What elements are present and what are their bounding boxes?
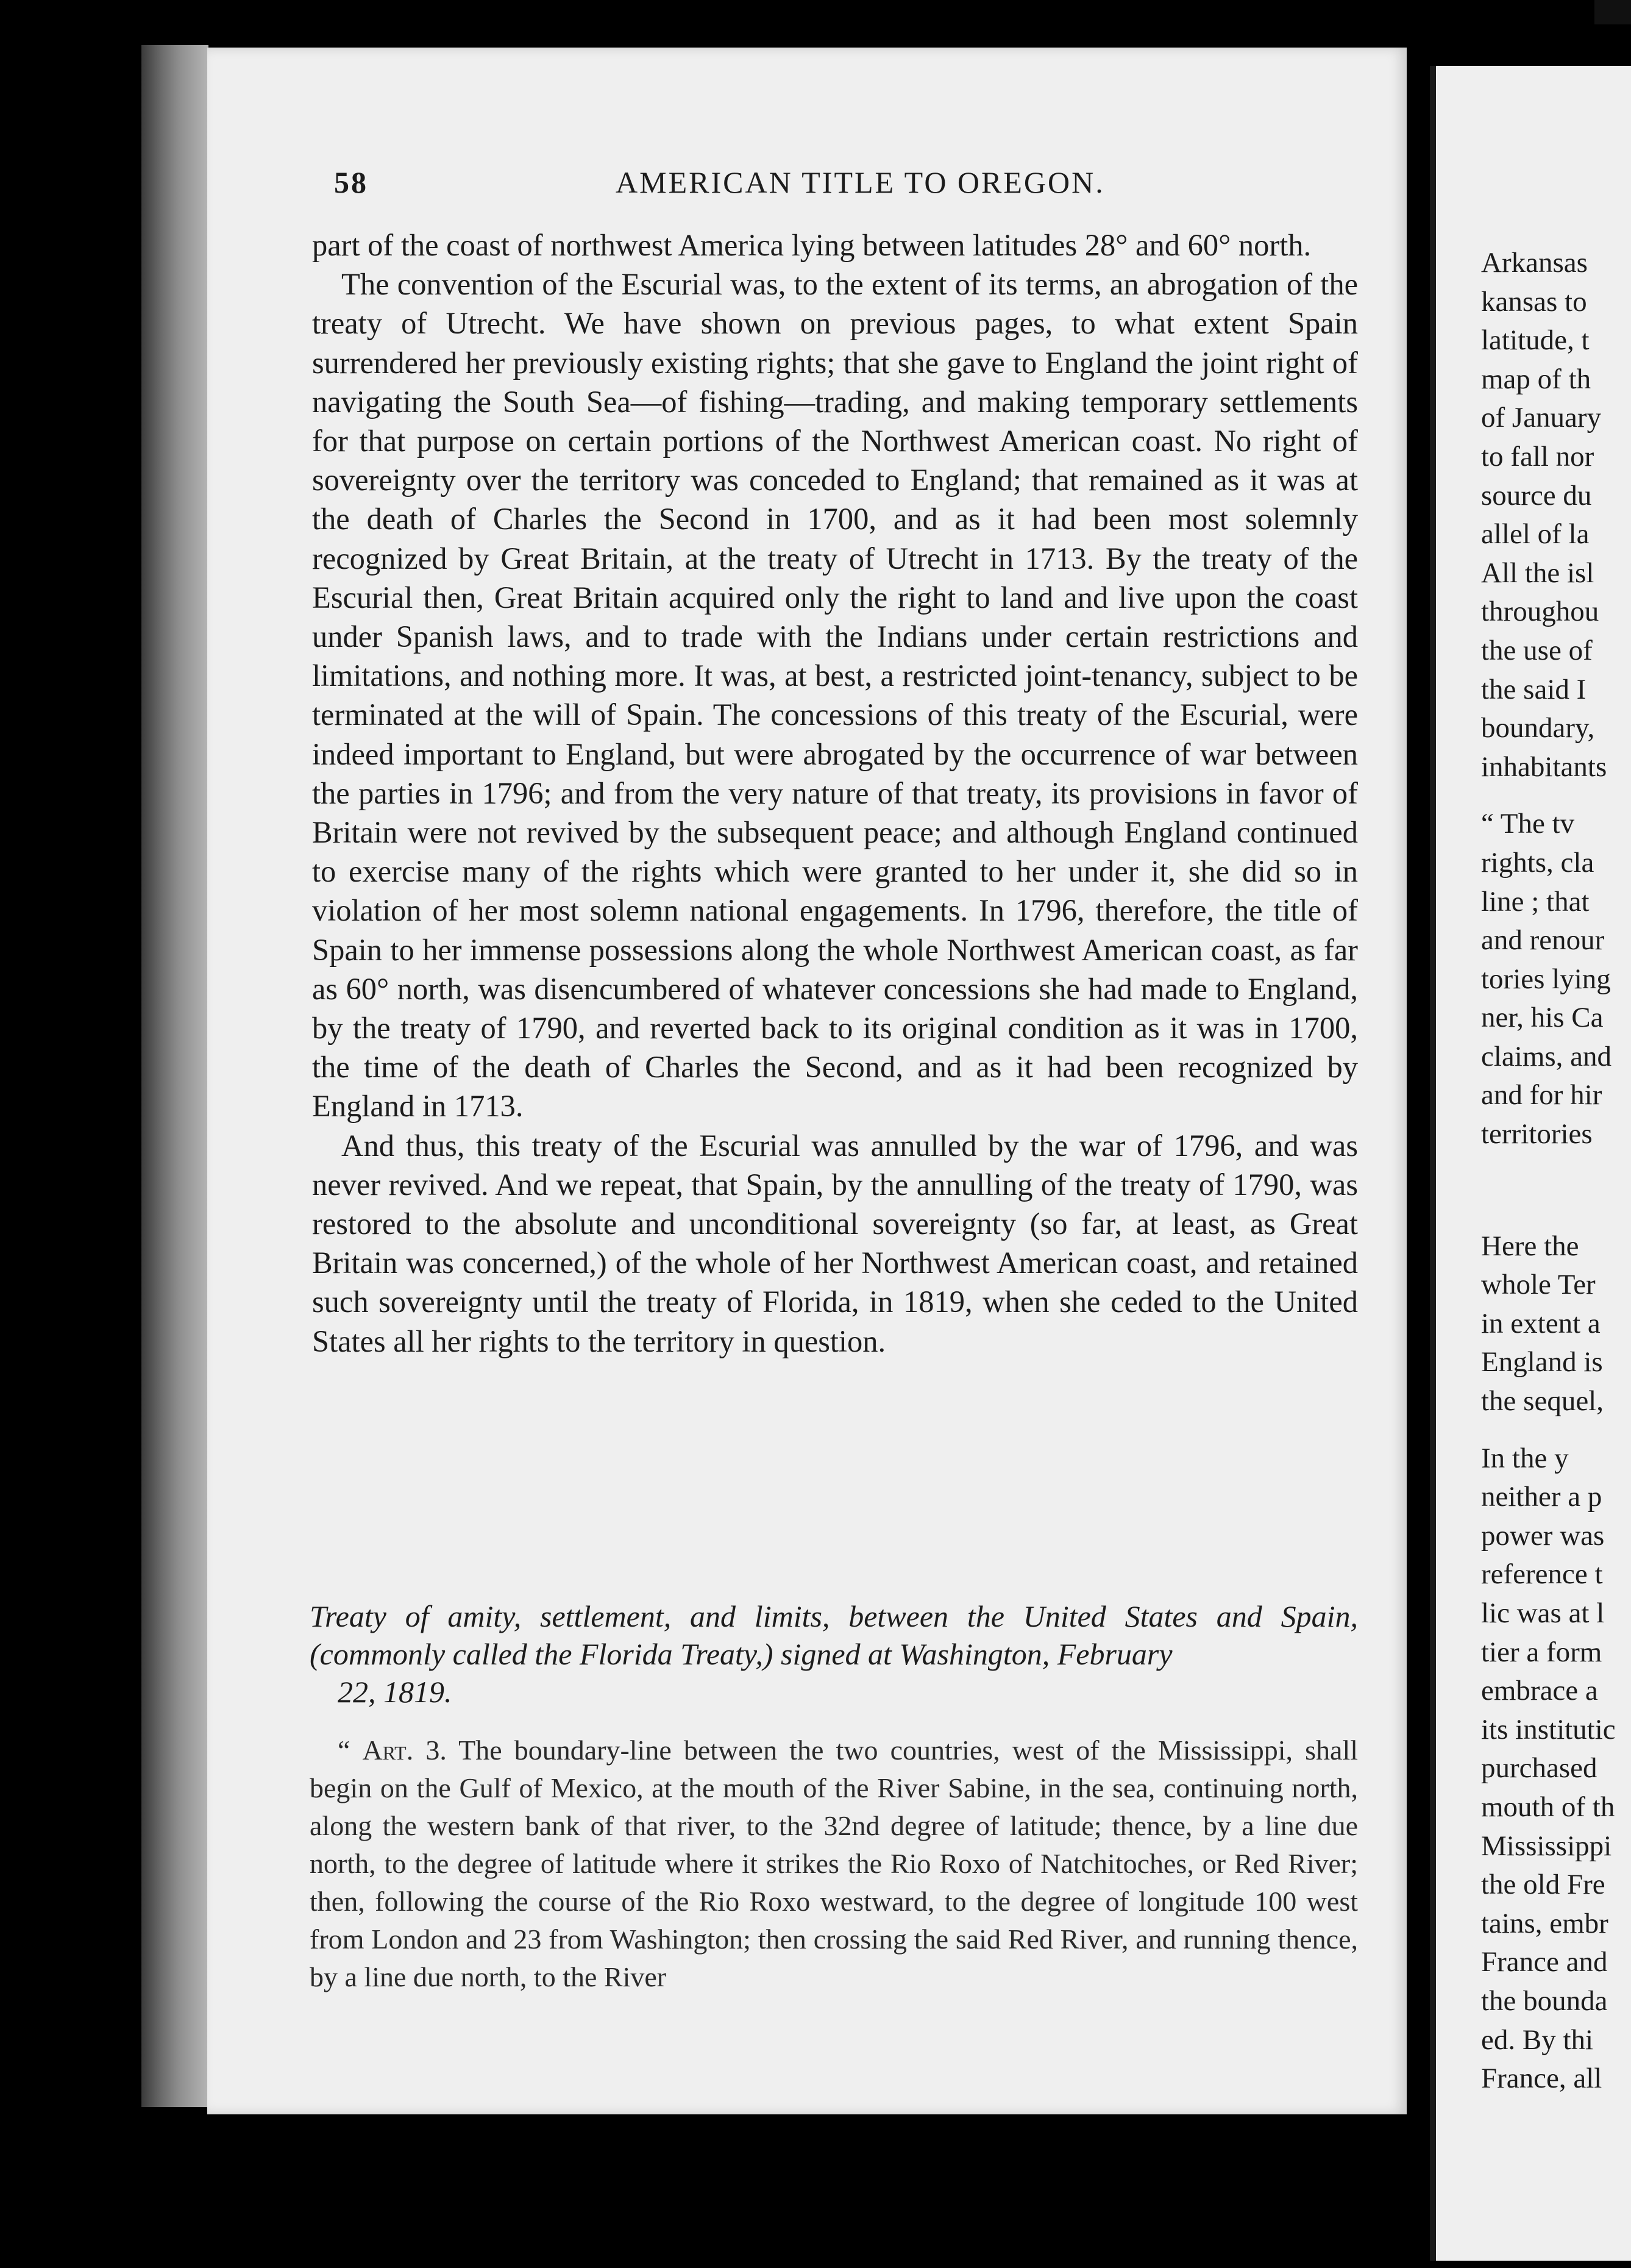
right-page-line: Arkansas	[1481, 247, 1588, 279]
right-page-line: of January	[1481, 402, 1602, 434]
right-page-line: the sequel,	[1481, 1385, 1604, 1417]
right-group-2	[1481, 805, 1631, 1154]
right-page-line: line ; that	[1481, 885, 1590, 918]
body-text	[312, 226, 1358, 1361]
right-page-line: tier a form	[1481, 1636, 1602, 1668]
treaty-heading-main: Treaty of amity, settlement, and limits, between the United States and Spain, (commonly called the Florida Treaty,) signed at Washington, February	[310, 1599, 1358, 1671]
right-page-line: All the isl	[1481, 557, 1594, 589]
right-page-line: whole Ter	[1481, 1269, 1596, 1301]
right-page-line: and renour	[1481, 924, 1605, 957]
right-page-line: France and	[1481, 1946, 1608, 1978]
right-page-line: source du	[1481, 479, 1592, 512]
right-page-line: tories lying	[1481, 963, 1611, 995]
right-page-line: to fall nor	[1481, 440, 1594, 472]
right-page-line: allel of la	[1481, 518, 1590, 551]
paragraph-3: And thus, this treaty of the Escurial was annulled by the war of 1796, and was never revived. And we repeat, that Spain, by the annulling of the treaty of 1790, was restored to the absolute and unconditional sovereignty (so far, at least, as Great Britain was concerned,) of the whole of her Northwest American coast, and retained such sovereignty until the treaty of Florida, in 1819, when she ceded to the United States all her rights to the territory in question.	[312, 1128, 1358, 1358]
right-page-text	[1481, 244, 1631, 2099]
treaty-heading	[310, 1597, 1358, 1711]
right-page-line: reference t	[1481, 1558, 1603, 1591]
article-open-quote: “	[338, 1735, 350, 1766]
right-page-line: territories	[1481, 1118, 1593, 1150]
running-header	[334, 165, 1114, 207]
paragraph-1: part of the coast of northwest America lying between latitudes 28° and 60° north.	[312, 228, 1312, 262]
right-page-line: the use of	[1481, 634, 1593, 666]
right-page-line: throughou	[1481, 596, 1599, 628]
right-page-line: latitude, t	[1481, 324, 1590, 357]
right-page-line: England is	[1481, 1346, 1603, 1378]
right-page-line: the bounda	[1481, 1984, 1608, 2017]
page-fore-edge	[141, 45, 208, 2107]
article-text: The boundary-line between the two countries, west of the Mississippi, shall begin on the Gulf of Mexico, at the mouth of the River Sabine, in the sea, continuing north, along the western bank of that river, to the 32nd degree of latitude; thence, by a line due north, to the degree of latitude where it strikes the Rio Roxo of Natchitoches, or Red River; then, following the course of the Rio Roxo westward, to the degree of longitude 100 west from London and 23 from Washington; then crossing the said Red River, and running thence, by a line due north, to the River	[310, 1735, 1359, 1992]
right-group-3	[1481, 1227, 1631, 1421]
page-number: 58	[334, 165, 368, 199]
right-group-4	[1481, 1439, 1631, 2099]
running-title: AMERICAN TITLE TO OREGON.	[616, 165, 1105, 199]
treaty-heading-date: 22, 1819.	[338, 1675, 452, 1709]
right-group-1	[1481, 244, 1631, 786]
right-page-line: inhabitants	[1481, 751, 1607, 783]
right-page-line: lic was at l	[1481, 1597, 1605, 1629]
corner-ink-mark	[1594, 0, 1631, 24]
right-page-line: the old Fre	[1481, 1869, 1605, 1901]
right-page-line: tains, embr	[1481, 1907, 1608, 1939]
right-page-line: ner, his Ca	[1481, 1002, 1604, 1034]
right-page-line: In the y	[1481, 1442, 1569, 1474]
right-page-line: embrace a	[1481, 1675, 1598, 1707]
right-page-line: “ The tv	[1481, 808, 1575, 840]
right-page-line: in extent a	[1481, 1307, 1601, 1339]
right-page-line: claims, and	[1481, 1040, 1612, 1072]
paragraph-2: The convention of the Escurial was, to the extent of its terms, an abrogation of the treaty of Utrecht. We have shown on previous pages, to what extent Spain surrendered her previously existing rights; that she gave to England the joint right of navigating the South Sea—of fishing—trading, and making temporary settlements for that purpose on certain portions of the Northwest American coast. No right of sovereignty over the territory was conceded to England; that remained as it was at the death of Charles the Second in 1700, and as it had been most solemnly recognized by Great Britain, at the treaty of Utrecht in 1713. By the treaty of the Escurial then, Great Britain acquired only the right to land and live upon the coast under Spanish laws, and to trade with the Indians under certain restrictions and limitations, and nothing more. It was, at best, a restricted joint-tenancy, subject to be terminated at the will of Spain. The concessions of this treaty of the Escurial, were indeed important to England, but were abrogated by the occurrence of war between the parties in 1796; and from the very nature of that treaty, its provisions in favor of Britain were not revived by the subsequent peace; and although England continued to exercise many of the rights which were granted to her under it, she did so in violation of her most solemn national engagements. In 1796, therefore, the title of Spain to her immense possessions along the whole Northwest American coast, as far as 60° north, was disencumbered of whatever concessions she had made to England, by the treaty of 1790, and reverted back to its original condition as it was in 1700, the time of the death of Charles the Second, and as it had been recognized by England in 1713.	[312, 267, 1358, 1124]
right-page-line: purchased	[1481, 1752, 1597, 1785]
right-page-line: kansas to	[1481, 285, 1587, 318]
right-page-line: its institutic	[1481, 1713, 1616, 1746]
right-page-line: boundary,	[1481, 712, 1595, 744]
article-3	[310, 1731, 1358, 1996]
right-page-line: the said I	[1481, 673, 1587, 705]
right-page-line: Here the	[1481, 1230, 1579, 1262]
right-page-line: map of th	[1481, 363, 1591, 395]
right-page-line: mouth of th	[1481, 1791, 1615, 1823]
right-page-line: France, all	[1481, 2063, 1602, 2095]
right-page-line: ed. By thi	[1481, 2024, 1594, 2056]
right-page-line: power was	[1481, 1519, 1605, 1552]
article-label: Art. 3.	[362, 1735, 447, 1766]
right-page-line: rights, cla	[1481, 846, 1594, 879]
right-page-line: Mississippi	[1481, 1830, 1612, 1862]
right-page-line: and for hir	[1481, 1079, 1602, 1111]
right-page-line: neither a p	[1481, 1481, 1602, 1513]
